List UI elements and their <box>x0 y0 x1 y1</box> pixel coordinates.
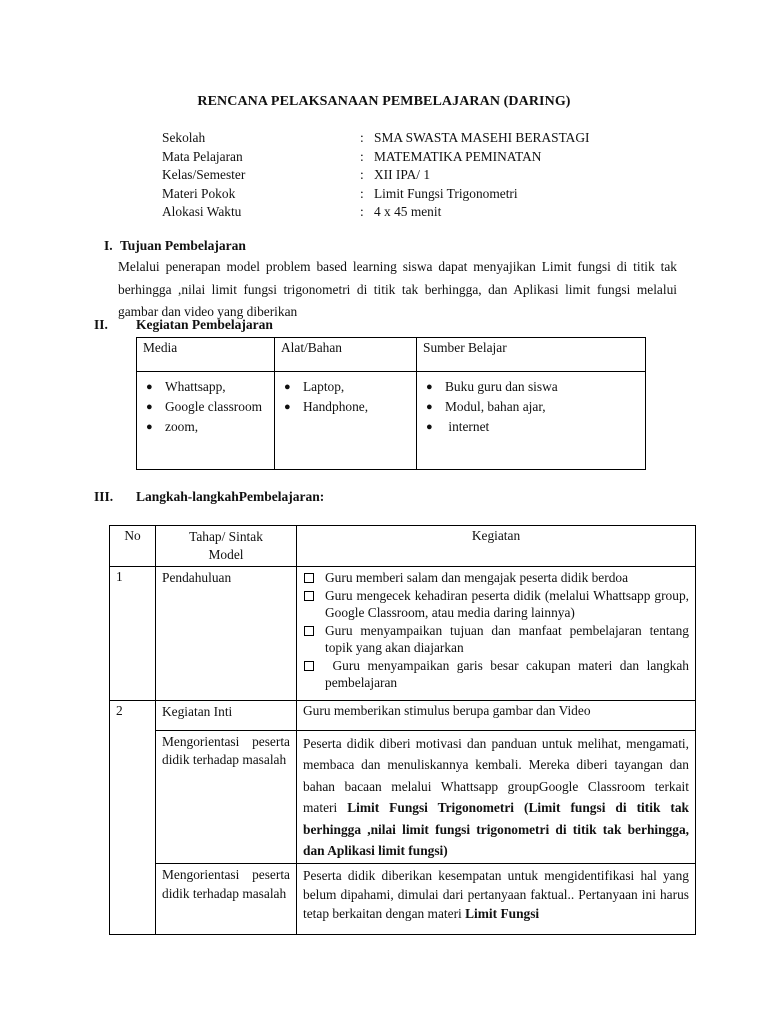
info-colon: : <box>360 204 364 220</box>
info-row-materi-pokok <box>162 185 589 204</box>
list-item: ● internet <box>423 417 639 437</box>
page-title: RENCANA PELAKSANAAN PEMBELAJARAN (DARING) <box>197 94 571 109</box>
section-1-title: Tujuan Pembelajaran <box>120 238 246 253</box>
section-1-numeral: I. <box>104 238 113 253</box>
header-sumber-belajar: Sumber Belajar <box>417 338 646 372</box>
section-3-numeral: III. <box>94 489 114 504</box>
steps-table <box>109 525 696 935</box>
media-cell <box>137 372 275 470</box>
info-label: Sekolah <box>162 130 206 145</box>
header-media: Media <box>137 338 275 372</box>
list-item: ● Handphone, <box>281 397 410 417</box>
row-kegiatan <box>297 567 696 701</box>
list-item <box>303 657 693 692</box>
info-row-kelas-semester <box>162 166 589 185</box>
list-item: ● Whattsapp, <box>143 377 268 397</box>
checkbox-square-icon <box>304 591 314 601</box>
checkbox-square-icon <box>304 661 314 671</box>
info-label: Alokasi Waktu <box>162 204 242 220</box>
info-row-sekolah <box>162 129 589 148</box>
list-item: ● Modul, bahan ajar, <box>423 397 639 417</box>
info-row-mata-pelajaran <box>162 148 589 167</box>
list-item <box>303 569 689 587</box>
row-tahap: Pendahuluan <box>156 567 297 701</box>
info-colon: : <box>360 130 364 145</box>
info-label: Kelas/Semester <box>162 167 246 183</box>
section-3-heading <box>94 489 325 505</box>
section-2-numeral: II. <box>94 317 108 332</box>
list-item: ● Buku guru dan siswa <box>423 377 639 397</box>
info-colon: : <box>360 185 364 201</box>
checkbox-square-icon <box>304 626 314 636</box>
info-colon: : <box>360 167 364 183</box>
media-table <box>136 337 646 470</box>
identity-block <box>162 129 589 222</box>
sumber-cell <box>417 372 646 470</box>
table-row <box>110 864 696 935</box>
table-row <box>110 567 696 701</box>
table-header-row <box>137 338 646 372</box>
header-no: No <box>110 526 156 567</box>
list-item: ● Google classroom <box>143 397 268 417</box>
checkbox-square-icon <box>304 573 314 583</box>
table-row <box>137 372 646 470</box>
kegiatan-text: Peserta didik diberi motivasi dan panduan untuk melihat, mengamati, membaca dan menuliskannya kembali. Mereka diberi tayangan dan bahan bacaan melalui Whattsapp groupGoogle Classroom terkait materi <box>303 736 689 816</box>
info-value: SMA SWASTA MASEHI BERASTAGI <box>374 130 590 145</box>
info-colon: : <box>360 148 364 164</box>
info-value: MATEMATIKA PEMINATAN <box>374 148 542 164</box>
section-3-title: Langkah-langkahPembelajaran: <box>136 489 325 504</box>
list-item-text: Guru memberi salam dan mengajak peserta didik berdoa <box>325 570 629 585</box>
kegiatan-text: Peserta didik diberikan kesempatan untuk mengidentifikasi hal yang belum dipahami, dimulai dari pertanyaan faktual.. Pertanyaan ini harus tetap berkaitan dengan materi <box>303 868 689 922</box>
header-kegiatan: Kegiatan <box>297 526 696 567</box>
list-item <box>303 587 689 622</box>
list-item: ● Laptop, <box>281 377 410 397</box>
row-number: 2 <box>110 701 156 935</box>
header-tahap: Tahap/ Sintak Model <box>156 526 297 567</box>
row-tahap: Kegiatan Inti <box>156 701 297 731</box>
info-label: Mata Pelajaran <box>162 148 243 164</box>
row-kegiatan <box>297 731 696 864</box>
list-item-text: Guru menyampaikan tujuan dan manfaat pembelajaran tentang topik yang akan diajarkan <box>325 622 689 655</box>
section-1-heading <box>104 238 246 254</box>
section-2-title: Kegiatan Pembelajaran <box>136 317 273 332</box>
row-tahap: Mengorientasi peserta didik terhadap masalah <box>156 864 297 935</box>
info-value: XII IPA/ 1 <box>374 167 431 183</box>
list-item-text: Guru mengecek kehadiran peserta didik (melalui Whattsapp group, Google Classroom, atau media daring lainnya) <box>325 587 689 620</box>
section-2-heading <box>94 317 273 333</box>
list-item: ● zoom, <box>143 417 268 437</box>
info-row-alokasi-waktu <box>162 203 589 222</box>
row-number: 1 <box>110 567 156 701</box>
list-item <box>303 622 689 657</box>
row-tahap: Mengorientasi peserta didik terhadap masalah <box>156 731 297 864</box>
header-alat-bahan: Alat/Bahan <box>275 338 417 372</box>
table-row <box>110 701 696 731</box>
info-value: Limit Fungsi Trigonometri <box>374 185 518 201</box>
section-1-text: Melalui penerapan model problem based learning siswa dapat menyajikan Limit fungsi di titik tak berhingga ,nilai limit fungsi trigonometri di titik tak berhingga, dan Aplikasi limit fungsi melalui gambar dan video yang diberikan <box>118 259 677 320</box>
kegiatan-bold-text: Limit Fungsi Trigonometri (Limit fungsi di titik tak berhingga ,nilai limit fungsi trigonometri di titik tak berhingga, dan Aplikasi limit fungsi) <box>303 800 689 859</box>
row-kegiatan <box>297 864 696 935</box>
table-header-row <box>110 526 696 567</box>
info-label: Materi Pokok <box>162 185 236 201</box>
alat-cell <box>275 372 417 470</box>
kegiatan-bold-text: Limit Fungsi <box>465 906 540 922</box>
list-item-text: Guru menyampaikan garis besar cakupan materi dan langkah pembelajaran <box>325 657 693 690</box>
row-kegiatan: Guru memberikan stimulus berupa gambar dan Video <box>297 701 696 731</box>
info-value: 4 x 45 menit <box>374 204 442 220</box>
table-row <box>110 731 696 864</box>
